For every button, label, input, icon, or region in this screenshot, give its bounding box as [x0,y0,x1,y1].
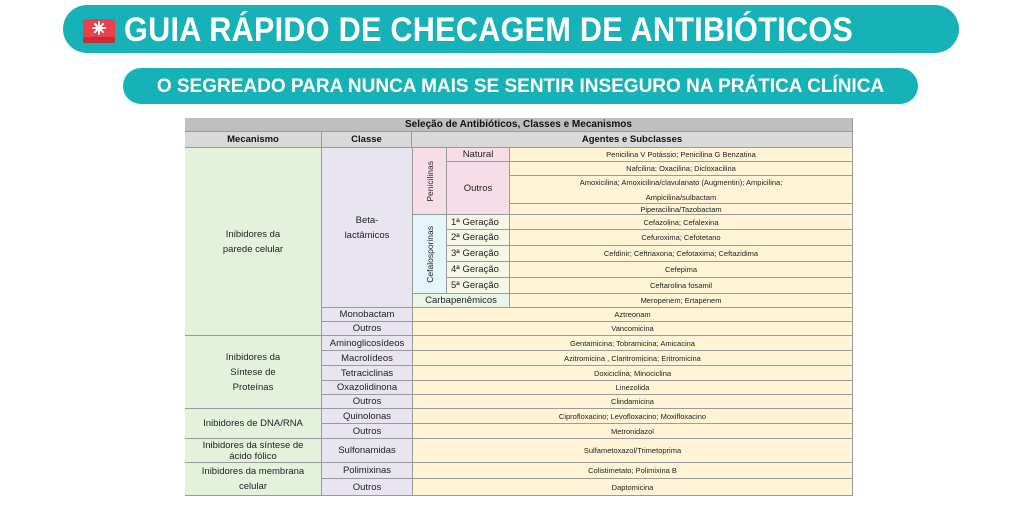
agent-quinolonas: Ciprofloxacino; Levofloxacino; Moxifloxacino [413,409,853,424]
agent-outros-proteinas: Clindamicina [413,395,853,409]
subclass-gen-1: 1ª Geração [447,215,510,230]
subclass-natural: Natural [447,148,510,162]
agent-carbapenemicos: Meropenem; Ertapenem [510,294,853,308]
mechanism-dna-rna: Inibidores de DNA/RNA [185,409,322,439]
class-aminoglicosideos: Aminoglicosídeos [322,336,413,351]
agent-aminoglicosideos: Gentamicina; Tobramicina; Amicacina [413,336,853,351]
class-oxazolidinona: Oxazolidinona [322,381,413,395]
subclass-gen-3: 3ª Geração [447,246,510,262]
mechanism-membrane: Inibidores da membrana celular [185,463,322,496]
antibiotics-table [185,118,853,496]
col-header-class: Classe [322,132,412,148]
class-monobactam: Monobactam [322,308,413,322]
class-outros-dna: Outros [322,424,413,439]
agent-gen-3: Cefdinir; Ceftriaxona; Cefotaxima; Ceftazidima [510,246,853,262]
agent-macrolideos: Azitromicina , Claritromicina; Eritromicina [413,351,853,366]
agent-gen-5: Ceftarolina fosamil [510,278,853,294]
class-polimixinas: Polimixinas [322,463,413,479]
agent-outros-2: Amoxicilina; Amoxicilina/clavulanato (Augmentin); Ampicilina; Ampicilina/sulbactam [510,176,853,204]
agent-gen-4: Cefepima [510,262,853,278]
subclass-cefalosporinas: Cefalosporinas [413,215,447,294]
agent-outros-1: Nafcilina; Oxacilina; Dicloxacilina [510,162,853,176]
agent-outros-dna: Metronidazol [413,424,853,439]
mechanism-folic-acid: Inibidores da síntese de ácido fólico [185,439,322,463]
siren-icon [82,15,116,45]
subclass-outros-penicilinas: Outros [447,162,510,215]
class-quinolonas: Quinolonas [322,409,413,424]
page-subtitle: O SEGREADO PARA NUNCA MAIS SE SENTIR INSEGURO NA PRÁTICA CLÍNICA [156,76,885,97]
subclass-gen-2: 2ª Geração [447,230,510,246]
mechanism-cell-wall: Inibidores da parede celular [185,148,322,336]
subclass-carbapenemicos: Carbapenêmicos [413,294,510,308]
mechanism-protein-synthesis: Inibidores da Síntese de Proteínas [185,336,322,409]
class-outros-proteinas: Outros [322,395,413,409]
class-beta-lactam: Beta-lactâmicos [322,148,413,308]
agent-gen-1: Cefazolina; Cefalexina [510,215,853,230]
class-outros-parede: Outros [322,322,413,336]
col-header-agents: Agentes e Subclasses [412,132,853,148]
class-outros-membrana: Outros [322,479,413,496]
page-title: GUIA RÁPIDO DE CHECAGEM DE ANTIBIÓTICOS [124,11,854,49]
class-tetraciclinas: Tetraciclinas [322,366,413,381]
class-sulfonamidas: Sulfonamidas [322,439,413,463]
agent-natural: Penicilina V Potássio; Penicilina G Benzatina [510,148,853,162]
agent-gen-2: Cefuroxima; Cefotetano [510,230,853,246]
agent-sulfonamidas: Sulfametoxazol/Trimetoprima [413,439,853,463]
agent-outros-parede: Vancomicina [413,322,853,336]
agent-monobactam: Aztreonam [413,308,853,322]
agent-outros-3: Piperacilina/Tazobactam [510,204,853,215]
agent-tetraciclinas: Doxiciclina; Minociclina [413,366,853,381]
subclass-gen-5: 5ª Geração [447,278,510,294]
table-title: Seleção de Antibióticos, Classes e Mecanismos [185,118,853,132]
subclass-gen-4: 4ª Geração [447,262,510,278]
agent-polimixinas: Colistimetato; Polimixina B [413,463,853,479]
col-header-mechanism: Mecanismo [185,132,322,148]
agent-oxazolidinona: Linezolida [413,381,853,395]
agent-outros-membrana: Daptomicina [413,479,853,496]
subclass-penicilinas: Penicilinas [413,148,447,215]
class-macrolideos: Macrolídeos [322,351,413,366]
